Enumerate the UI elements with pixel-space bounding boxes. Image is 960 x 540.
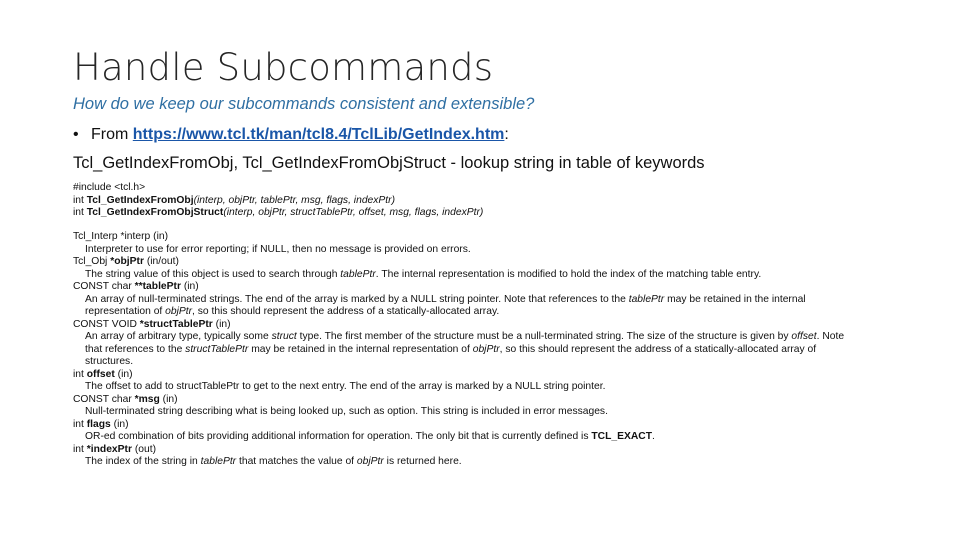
param-description-part: . Note that references to the (85, 331, 845, 355)
function-name: Tcl_GetIndexFromObj (86, 194, 194, 206)
param-description: Null-terminated string describing what is being looked up, such as option. This string is included in error messages. (85, 406, 608, 417)
param-heading (73, 369, 863, 382)
param-description-part: objPtr (356, 456, 384, 467)
param-type: CONST char (73, 393, 135, 405)
param-heading (73, 394, 863, 407)
param-mode: (out) (131, 443, 157, 455)
synopsis (73, 182, 873, 220)
param-heading (73, 419, 863, 432)
param-type: int (73, 368, 87, 380)
param-type: Tcl_Interp (73, 231, 121, 242)
subtitle: How do we keep our subcommands consistent and extensible? (73, 95, 535, 113)
param-type: CONST VOID (73, 318, 140, 330)
param-description-part: is returned here. (383, 456, 462, 467)
param-mode: (in) (150, 231, 169, 242)
param-description-part: OR-ed combination of bits providing additional information for operation. The only bit that is currently defined is (85, 431, 592, 442)
param-heading (73, 319, 863, 332)
param-name: *indexPtr (86, 443, 132, 455)
param-name: *msg (134, 393, 160, 405)
synopsis-line-2: int Tcl_GetIndexFromObjStruct(interp, objPtr, structTablePtr, offset, msg, flags, indexPtr) (73, 207, 484, 218)
param-name: *interp (120, 231, 151, 242)
param-type: int (73, 443, 87, 455)
param-mode: (in/out) (143, 256, 179, 267)
function-summary: Tcl_GetIndexFromObj, Tcl_GetIndexFromObjStruct - lookup string in table of keywords (73, 154, 705, 172)
param-mode: (in) (180, 281, 199, 292)
param-description-part: tablePtr (628, 293, 665, 305)
param-description-part: An array of arbitrary type, typically some (85, 331, 272, 342)
param-type: CONST char (73, 281, 135, 292)
param-mode: (in) (110, 418, 129, 430)
param-description-part: , so this should represent the address of a statically-allocated array. (192, 306, 500, 317)
param-description-part: structTablePtr (185, 343, 249, 355)
param-description-part: may be retained in the internal representation of (85, 293, 806, 317)
function-args: (interp, objPtr, structTablePtr, offset, msg, flags, indexPtr) (223, 207, 484, 218)
param-name: offset (86, 368, 115, 380)
reference-link[interactable]: https://www.tcl.tk/man/tcl8.4/TclLib/GetIndex.htm (132, 126, 505, 143)
param-heading (73, 256, 863, 269)
param-description-part: tablePtr (200, 456, 237, 467)
param-name: *structTablePtr (139, 318, 213, 330)
param-description-part: objPtr (165, 306, 193, 317)
param-name: flags (86, 418, 111, 430)
param-description-part: , so this should represent the address of a statically-allocated array of structures. (85, 343, 817, 367)
include-line: #include <tcl.h> (73, 182, 146, 193)
param-description-part: objPtr (472, 343, 500, 355)
param-description (73, 269, 863, 282)
param-description-part: The string value of this object is used to search through (85, 268, 341, 280)
param-description (73, 294, 863, 319)
param-description (73, 431, 863, 444)
bullet-prefix: From (91, 126, 133, 143)
param-heading (73, 281, 863, 294)
param-description-part: that matches the value of (236, 456, 357, 467)
param-description (73, 331, 863, 369)
param-mode: (in) (114, 368, 133, 380)
param-description-part: TCL_EXACT (591, 431, 652, 442)
param-name: *objPtr (110, 256, 144, 267)
param-description: The offset to add to structTablePtr to get to the next entry. The end of the array is marked by a NULL string pointer. (85, 381, 606, 392)
param-description (73, 456, 863, 469)
param-mode: (in) (159, 393, 178, 405)
param-name: **tablePtr (134, 281, 181, 292)
param-description-part: . (652, 431, 655, 442)
param-description-part: type. The first member of the structure must be a null-terminated string. The size of the structure is given by (296, 331, 792, 342)
source-bullet (73, 126, 509, 144)
param-description-part: An array of null-terminated strings. The end of the array is marked by a NULL string pointer. Note that references to the (85, 293, 629, 305)
param-description-part: . The internal representation is modified to hold the index of the matching table entry. (375, 268, 762, 280)
param-description: Interpreter to use for error reporting; if NULL, then no message is provided on errors. (85, 243, 471, 255)
param-description-part: The index of the string in (85, 456, 201, 467)
function-name: Tcl_GetIndexFromObjStruct (86, 207, 224, 218)
param-type: int (73, 418, 87, 430)
function-args: (interp, objPtr, tablePtr, msg, flags, indexPtr) (193, 194, 396, 206)
page-title: Handle Subcommands (73, 46, 494, 89)
param-mode: (in) (212, 318, 231, 330)
bullet-icon: • (73, 126, 79, 143)
param-heading (73, 231, 863, 244)
param-description-part: tablePtr (340, 268, 376, 280)
param-heading (73, 444, 863, 457)
param-description-part: may be retained in the internal representation of (248, 343, 473, 355)
param-type: Tcl_Obj (73, 256, 111, 267)
synopsis-line-1: int Tcl_GetIndexFromObj(interp, objPtr, tablePtr, msg, flags, indexPtr) (73, 194, 396, 206)
parameter-list (73, 231, 863, 469)
bullet-suffix: : (504, 126, 509, 143)
param-description-part: offset (791, 331, 817, 342)
param-description-part: struct (271, 331, 297, 342)
